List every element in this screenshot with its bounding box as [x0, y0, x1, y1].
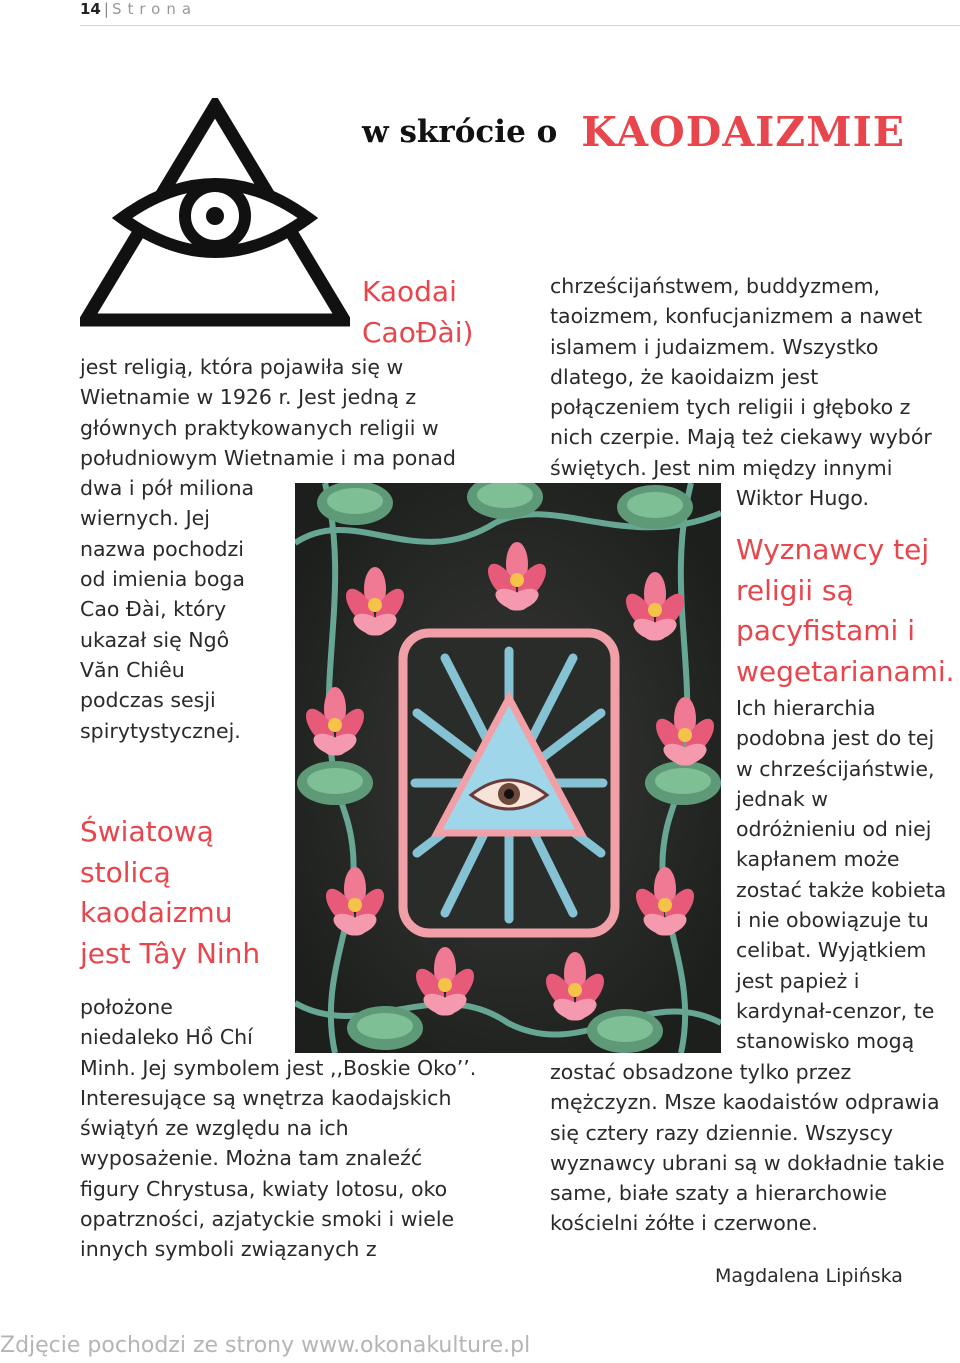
title-main: KAODAIZMIE	[581, 108, 906, 156]
mass-paragraph: zostać obsadzone tylko przez mężczyzn. Msze kaodaistów odprawia się cztery razy dziennie. Wszyscy wyznawcy ubrani są w dokładnie takie same, białe szaty a hierarchowie kościelni żółte i czerwone.	[550, 1060, 945, 1236]
hierarchy-paragraph: Ich hierarchia podobna jest do tej w chrześcijaństwie, jednak w odróżnieniu od niej kapłanem może zostać także kobieta i nie obowiązuje tu celibat. Wyjątkiem jest papież i kardynał-cenzor, te stanowisko mogą	[736, 696, 947, 1054]
capital-paragraph: położone niedaleko Hồ Chí Minh. Jej symbolem jest ,,Boskie Oko’’. Interesujące są wnętrza kaodajskich świątyń ze względu na ich wyposażenie. Można tam znaleźć figury Chrystusa, kwiaty lotosu, oko opatrzności, azjatyckie smoki i wiele innych symboli związanych z	[80, 995, 477, 1262]
eye-of-providence-icon	[80, 98, 350, 330]
header-divider	[80, 25, 960, 26]
author-name: Magdalena Lipińska	[715, 1265, 903, 1287]
page-number: 14	[80, 0, 101, 18]
followers-heading: Wyznawcy tej religii są pacyfistami i wegetarianami.	[736, 533, 955, 688]
page-label: Strona	[111, 0, 198, 18]
intro-paragraph: jest religią, która pojawiła się w Wietnamie w 1926 r. Jest jedną z głównych praktykowanych religii w południowym Wietnamie i ma ponad dwa i pół miliona wiernych. Jej nazwa pochodzi od imienia boga Cao Đài, który ukazał się Ngô Văn Chiêu podczas sesji spirytystycznej.	[80, 355, 456, 743]
religions-paragraph: chrześcijaństwem, buddyzmem, taoizmem, konfucjanizmem a nawet islamem i judaizmem. Wszystko dlatego, że kaoidaizm jest połączeniem tych religii i głęboko z nich czerpie. Mają też ciekawy wybór świętych. Jest nim między innymi Wiktor Hugo.	[550, 274, 932, 511]
capital-heading: Światową stolicą kaodaizmu jest Tây Ninh	[80, 815, 261, 970]
page-number-header: 14 | Strona	[80, 0, 198, 18]
title-prefix: w skrócie o	[362, 114, 558, 150]
article-title	[362, 108, 905, 156]
photo-caption: Zdjęcie pochodzi ze strony www.okonakulture.pl	[0, 1333, 531, 1358]
kaodai-heading: Kaodai CaoĐài)	[362, 275, 474, 349]
